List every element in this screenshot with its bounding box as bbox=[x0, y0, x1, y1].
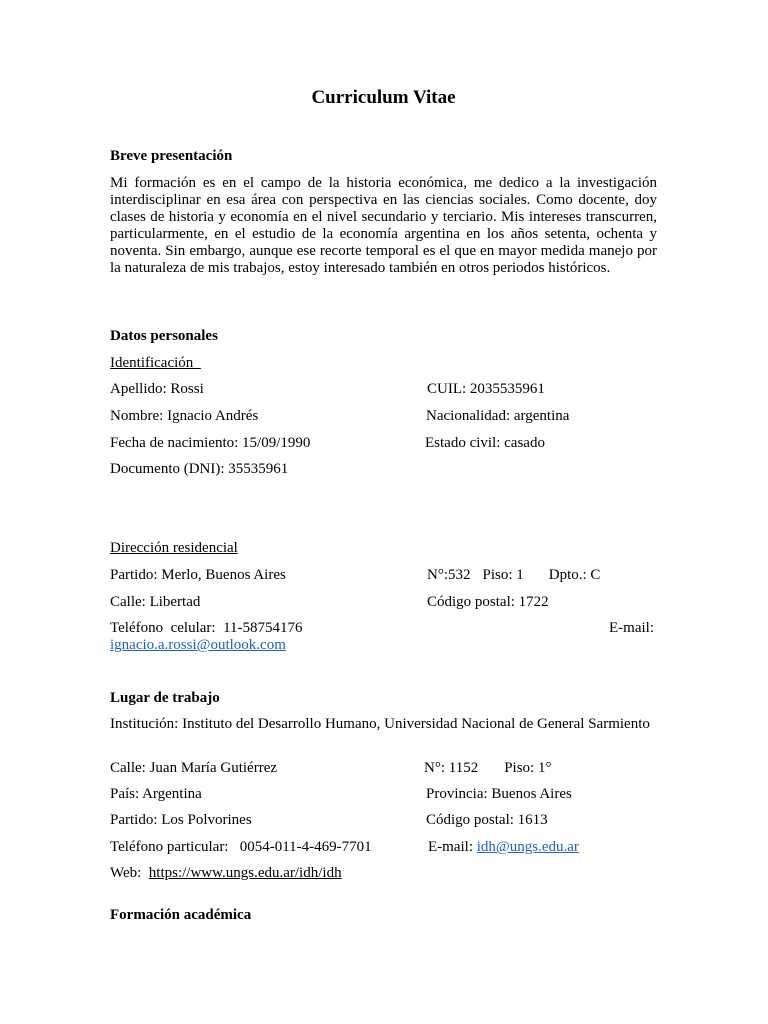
dpto-field: Dpto.: C bbox=[548, 567, 601, 583]
trabajo-codigo-postal-field: Código postal: 1613 bbox=[426, 812, 548, 828]
trabajo-numero-line bbox=[424, 760, 551, 777]
cuil-field: CUIL: 2035535961 bbox=[427, 381, 545, 397]
trabajo-email-field bbox=[428, 839, 579, 856]
trabajo-piso-field: Piso: 1° bbox=[504, 760, 552, 776]
nombre-field: Nombre: Ignacio Andrés bbox=[110, 408, 259, 424]
trabajo-email-label: E-mail: bbox=[428, 839, 473, 855]
telefono-celular-label: Teléfono celular: bbox=[110, 620, 216, 636]
document-title: Curriculum Vitae bbox=[311, 87, 456, 108]
documento-field: Documento (DNI): 35535961 bbox=[110, 461, 289, 477]
telefono-celular-field bbox=[110, 620, 303, 637]
section-heading-formacion: Formación académica bbox=[110, 907, 252, 923]
email-link[interactable]: ignacio.a.rossi@outlook.com bbox=[110, 637, 286, 653]
nacionalidad-field: Nacionalidad: argentina bbox=[426, 408, 570, 424]
codigo-postal-field: Código postal: 1722 bbox=[427, 594, 549, 610]
partido-field: Partido: Merlo, Buenos Aires bbox=[110, 567, 286, 583]
telefono-particular-field bbox=[110, 839, 372, 856]
trabajo-email-link[interactable]: idh@ungs.edu.ar bbox=[476, 839, 579, 855]
apellido-field: Apellido: Rossi bbox=[110, 381, 204, 397]
web-field bbox=[110, 865, 342, 882]
document-page bbox=[110, 0, 657, 1024]
piso-field: Piso: 1 bbox=[482, 567, 524, 583]
trabajo-calle-field: Calle: Juan María Gutiérrez bbox=[110, 760, 278, 776]
provincia-field: Provincia: Buenos Aires bbox=[426, 786, 572, 802]
numero-field: N°:532 bbox=[427, 567, 471, 583]
email-label: E-mail: bbox=[609, 620, 654, 636]
trabajo-numero-field: N°: 1152 bbox=[424, 760, 479, 776]
fecha-nacimiento-field: Fecha de nacimiento: 15/09/1990 bbox=[110, 435, 311, 451]
section-heading-presentacion: Breve presentación bbox=[110, 148, 233, 164]
section-heading-datos-personales: Datos personales bbox=[110, 328, 218, 344]
institucion-field: Institución: Instituto del Desarrollo Humano, Universidad Nacional de General Sarmiento bbox=[110, 716, 650, 732]
subheading-identificacion: Identificación bbox=[110, 355, 194, 371]
telefono-particular-label: Teléfono particular: bbox=[110, 839, 229, 855]
estado-civil-field: Estado civil: casado bbox=[425, 435, 545, 451]
direccion-numero-line bbox=[427, 567, 600, 584]
web-link[interactable]: https://www.ungs.edu.ar/idh/idh bbox=[148, 865, 342, 881]
web-label: Web: bbox=[110, 865, 142, 881]
trabajo-partido-field: Partido: Los Polvorines bbox=[110, 812, 252, 828]
calle-field: Calle: Libertad bbox=[110, 594, 201, 610]
subheading-direccion: Dirección residencial bbox=[110, 540, 238, 556]
presentacion-paragraph: Mi formación es en el campo de la historia económica, me dedico a la investigación interdisciplinar en esa área con perspectiva en las ciencias sociales. Como docente, doy clases de historia y economía en el nivel secundario y terciario. Mis intereses transcurren, particularmente, en el estudio de la economía argentina en los años setenta, ochenta y noventa. Sin embargo, aunque ese recorte temporal es el que en mayor medida manejo por la naturaleza de mis trabajos, estoy interesado también en otros periodos históricos. bbox=[110, 175, 657, 276]
section-heading-lugar-trabajo: Lugar de trabajo bbox=[110, 690, 220, 706]
pais-field: País: Argentina bbox=[110, 786, 202, 802]
telefono-particular-value: 0054-011-4-469-7701 bbox=[239, 839, 372, 855]
telefono-celular-value: 11-58754176 bbox=[223, 620, 303, 636]
